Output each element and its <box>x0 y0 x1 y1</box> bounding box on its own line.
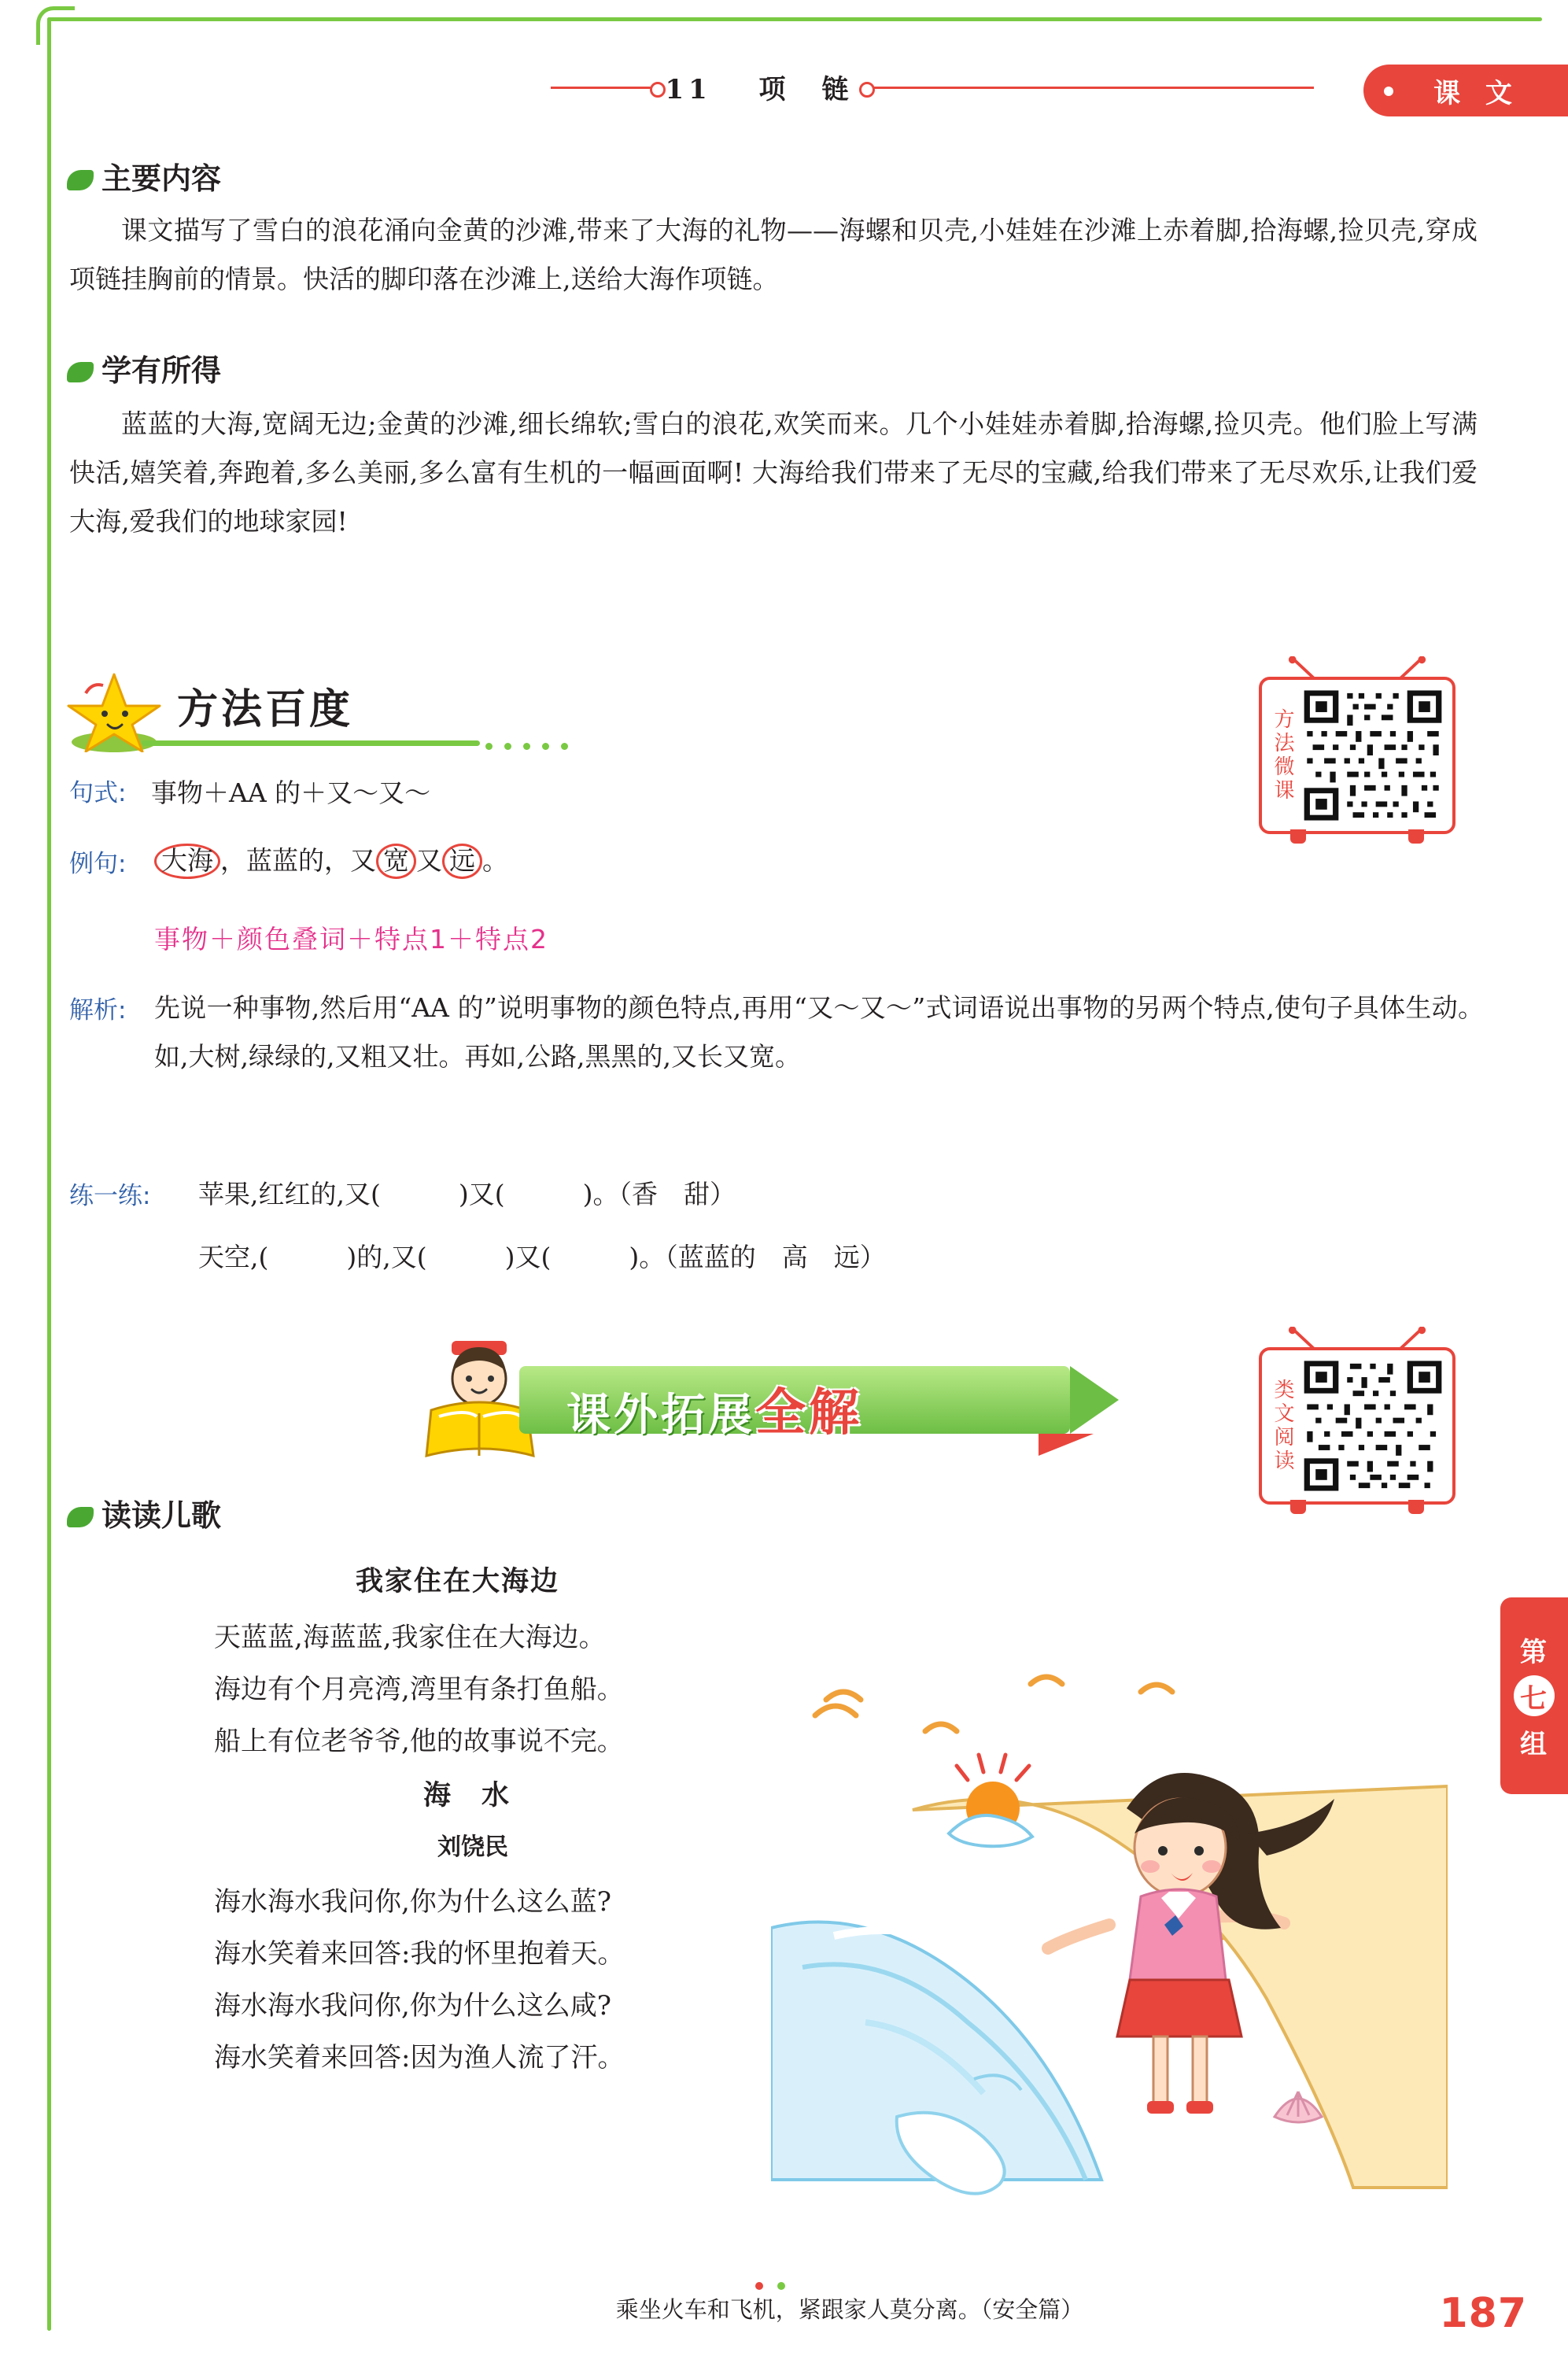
qr-foot-left <box>1290 1500 1306 1514</box>
antenna-icon <box>1262 656 1452 680</box>
text-example <box>154 837 508 884</box>
header-rule-left <box>551 87 653 89</box>
label-analysis: 解析: <box>69 996 127 1025</box>
text-analysis: 先说一种事物,然后用“AA 的”说明事物的颜色特点,再用“又～又～”式词语说出事物的另两个特点,使句子具体生动。如,大树,绿绿的,又粗又壮。再如,公路,黑黑的,又长又宽。 <box>154 992 1484 1072</box>
corner-tab-kewen: 课 文 <box>1363 65 1568 116</box>
leaf-bullet-icon <box>67 362 94 382</box>
poem1-line-1: 天蓝蓝,海蓝蓝,我家住在大海边。 <box>214 1622 606 1653</box>
footer-dots <box>755 2282 802 2291</box>
banner-kewai-red-text: 全解 <box>755 1384 862 1442</box>
group-tab <box>1500 1597 1568 1794</box>
lesson-number: 11 <box>665 74 712 105</box>
banner-kewai-ribbon-tail <box>1039 1434 1094 1456</box>
heading-learning <box>67 346 221 390</box>
example-circled-subject: 大海 <box>154 844 220 879</box>
leaf-bullet-icon <box>67 1507 94 1527</box>
poem2-title: 海 水 <box>423 1780 511 1811</box>
qr-code-image <box>1301 1358 1444 1494</box>
example-text-4: 又 <box>416 845 442 876</box>
banner-fangfa-underline <box>142 740 480 746</box>
group-tab-top: 第 <box>1520 1637 1548 1668</box>
qr-code-image <box>1301 688 1444 823</box>
banner-fangfa-dots <box>485 743 580 751</box>
poem2-line-1: 海水海水我问你,你为什么这么蓝? <box>214 1886 612 1918</box>
poem1-title: 我家住在大海边 <box>356 1566 560 1597</box>
header-dot-right-icon <box>859 82 875 98</box>
lesson-title: 项 链 <box>758 74 854 105</box>
example-circled-feature1: 宽 <box>376 844 416 879</box>
qr-foot-right <box>1408 829 1424 844</box>
header-rule-right <box>873 87 1314 89</box>
page-header <box>0 63 1568 110</box>
qr-label-fangfa: 方法微课 <box>1271 708 1294 803</box>
heading-learning-label: 学有所得 <box>101 353 222 388</box>
heading-read-songs <box>67 1491 221 1534</box>
banner-kewai-tuozhan <box>425 1338 1101 1464</box>
poem1-line-3: 船上有位老爷爷,他的故事说不完。 <box>214 1726 624 1757</box>
qr-foot-right <box>1408 1500 1424 1514</box>
formula-pattern: 事物＋颜色叠词＋特点1＋特点2 <box>154 924 548 955</box>
footer-note: 乘坐火车和飞机，紧跟家人莫分离。（安全篇） <box>615 2296 1084 2323</box>
paragraph-main-content: 课文描写了雪白的浪花涌向金黄的沙滩,带来了大海的礼物——海螺和贝壳,小娃娃在沙滩上赤着脚,拾海螺,捡贝壳,穿成项链挂胸前的情景。快活的脚印落在沙滩上,送给大海作项链。 <box>69 215 1478 294</box>
practice-line-1[interactable]: 苹果,红红的,又( )又( )。（香 甜） <box>198 1179 736 1209</box>
heading-main-content-label: 主要内容 <box>101 161 222 196</box>
heading-read-songs-label: 读读儿歌 <box>101 1498 222 1533</box>
banner-kewai-text <box>566 1372 862 1445</box>
poem2-line-4: 海水笑着来回答:因为渔人流了汗。 <box>214 2042 625 2073</box>
banner-fangfa-baidu <box>67 665 555 751</box>
banner-fangfa-title: 方法百度 <box>177 686 354 733</box>
label-sentence-pattern: 句式: <box>69 779 127 807</box>
page-title <box>653 68 865 106</box>
page-frame-top-rule <box>47 17 1542 21</box>
example-text-6: 。 <box>482 845 508 876</box>
poem2-line-3: 海水海水我问你,你为什么这么咸? <box>214 1990 612 2022</box>
qr-card-fangfa-weike[interactable] <box>1259 677 1455 834</box>
page-frame-left-rule <box>47 17 51 2331</box>
poem2-line-2: 海水笑着来回答:我的怀里抱着天。 <box>214 1938 625 1970</box>
qr-card-leiwen-yuedu[interactable] <box>1259 1347 1455 1505</box>
paragraph-learning: 蓝蓝的大海,宽阔无边;金黄的沙滩,细长绵软;雪白的浪花,欢笑而来。几个小娃娃赤着脚,拾海螺,捡贝壳。他们脸上写满快活,嬉笑着,奔跑着,多么美丽,多么富有生机的一幅画面啊! 大海给我们带来了无尽的宝藏,给我们带来了无尽欢乐,让我们爱大海,爱我们的地球家园! <box>69 408 1478 537</box>
heading-main-content <box>67 154 221 198</box>
poem1-line-2: 海边有个月亮湾,湾里有条打鱼船。 <box>214 1674 624 1705</box>
group-tab-bottom: 组 <box>1520 1729 1548 1760</box>
banner-kewai-green-text: 课外拓展 <box>566 1390 755 1441</box>
group-tab-number: 七 <box>1514 1675 1555 1716</box>
qr-label-leiwen: 类文阅读 <box>1271 1379 1294 1473</box>
antenna-icon <box>1262 1327 1452 1350</box>
qr-foot-left <box>1290 829 1306 844</box>
text-sentence-pattern: 事物＋AA 的＋又～又～ <box>151 777 431 808</box>
poem2-author: 刘饶民 <box>437 1833 508 1861</box>
label-example: 例句: <box>69 850 127 878</box>
leaf-bullet-icon <box>67 170 94 190</box>
page-number: 187 <box>1439 2290 1527 2337</box>
practice-line-2[interactable]: 天空,( )的,又( )又( )。（蓝蓝的 高 远） <box>198 1242 886 1272</box>
example-circled-feature2: 远 <box>442 844 482 879</box>
illustration-beach-girl <box>771 1597 1448 2195</box>
label-practice: 练一练: <box>69 1182 151 1210</box>
example-text-2: ，蓝蓝的，又 <box>220 845 376 876</box>
page-frame-corner <box>36 6 75 45</box>
